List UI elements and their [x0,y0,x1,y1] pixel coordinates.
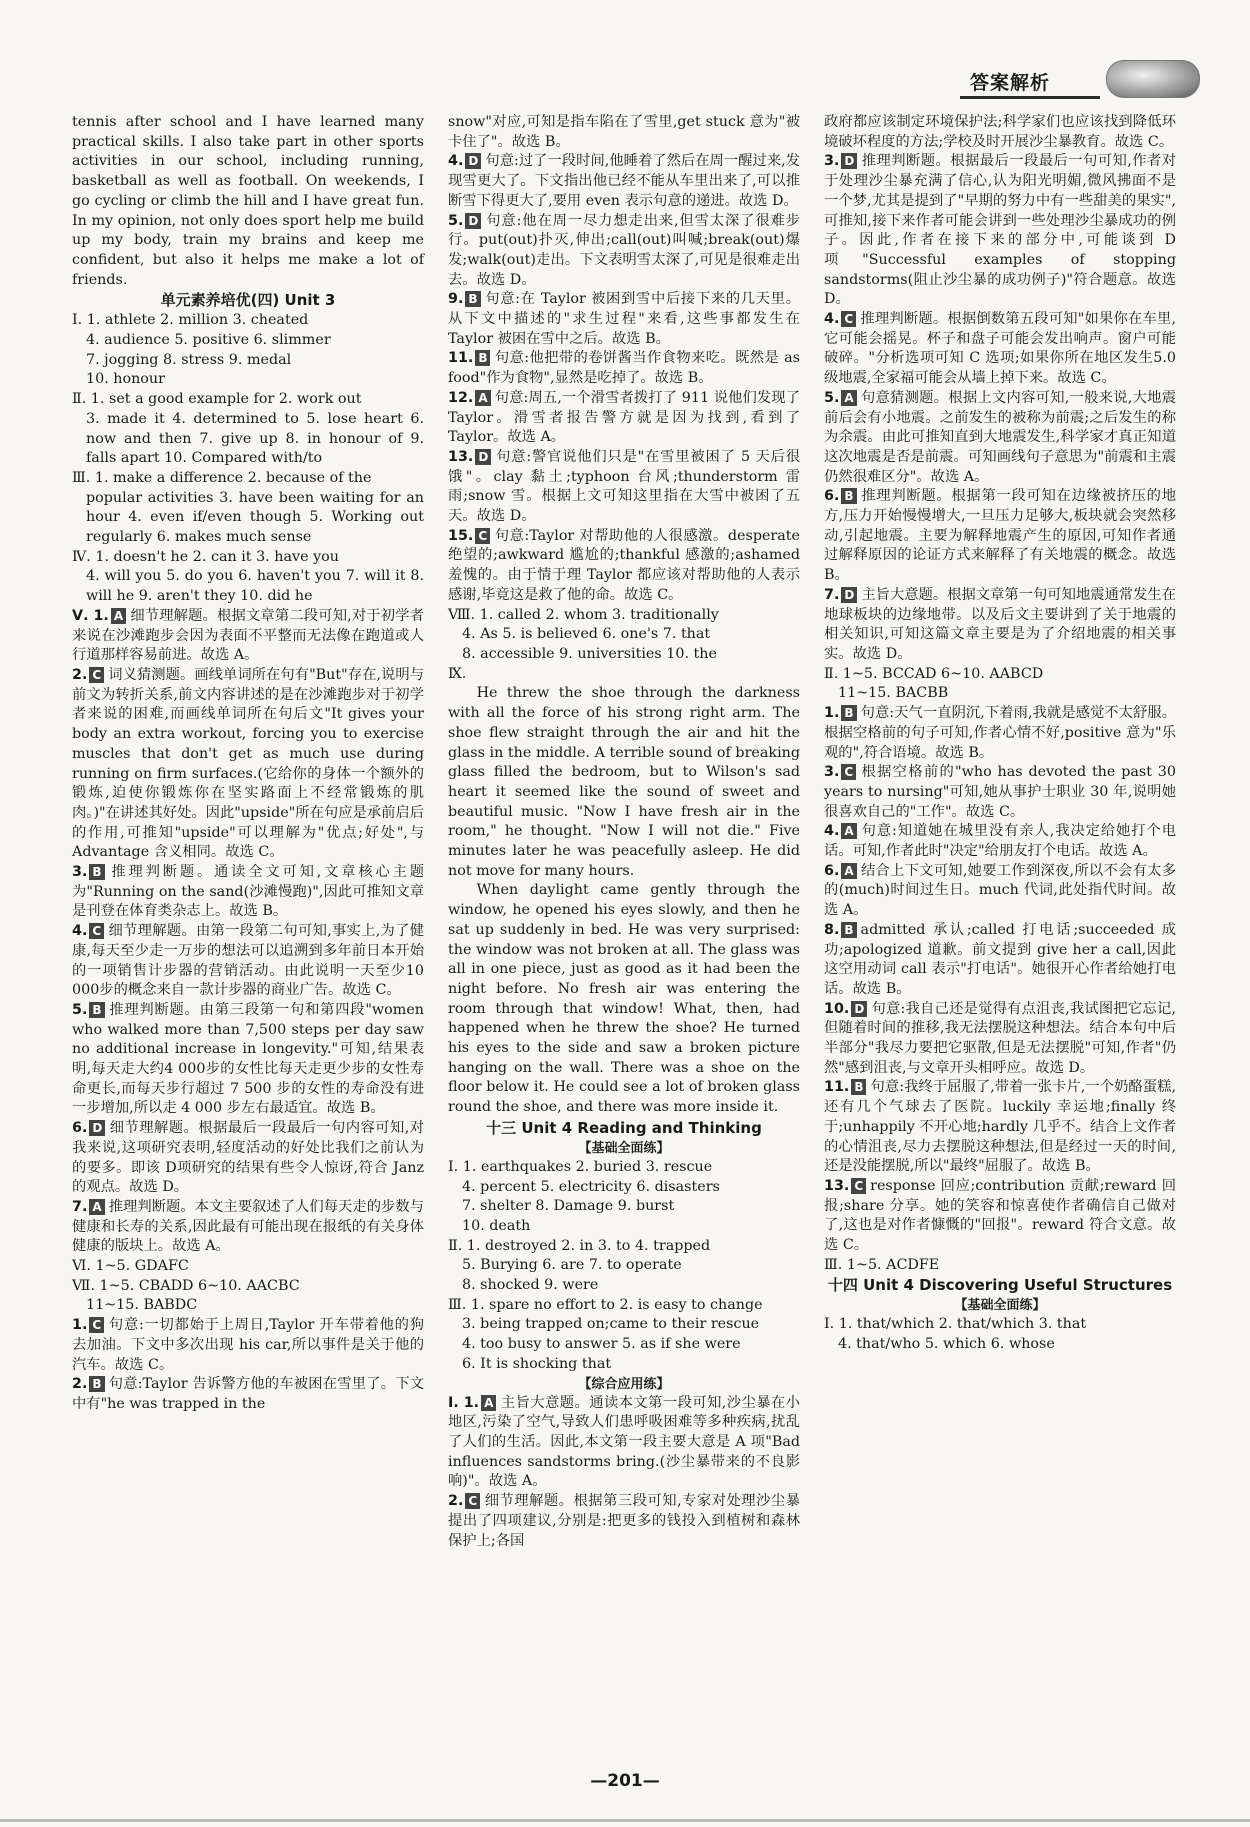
answer-explanation: 细节理解题。由第一段第二句可知,事实上,为了健康,每天至少走一万步的想法可以追溯到多年前日本开始的一项销售计步器的营销活动。由此说明一天至少10 000步的概念来自一款计步器的商业广告。故选 C。 [72,923,424,999]
answer-badge: A [481,1395,496,1411]
answer-line: 政府都应该制定环境保护法;科学家们也应该找到降低环境破坏程度的方法;学校及时开展沙尘暴教育。故选 C。 [824,114,1176,150]
answer-explanation: 句意:一切都始于上周日,Taylor 开车带着他的狗去加油。下文中多次出现 his car,所以事件是关于他的汽车。故选 C。 [72,1317,424,1373]
answer-item [72,922,424,1001]
answer-badge: A [841,863,856,879]
answer-item [824,921,1176,1000]
answer-line: Ⅲ. 1. spare no effort to 2. is easy to change [448,1296,763,1313]
answer-item [448,152,800,211]
answer-line: Ⅰ. 1. athlete 2. million 3. cheated [72,312,309,329]
answer-line: 4. that/who 5. which 6. whose [838,1336,1055,1353]
answer-explanation: 句意:他在周一尽力想走出来,但雪太深了很难步行。put(out)扑灭,伸出;call(out)叫喊;break(out)爆发;walk(out)走出。下文表明雪太深了,可见是很难走出去。故选 D。 [448,212,800,288]
header-rule [960,96,1100,99]
answer-badge: B [841,705,856,721]
question-number: Ⅰ. 1. [448,1394,480,1411]
answer-badge: C [89,923,104,939]
question-number: 15. [448,527,474,544]
answer-badge: B [89,1376,104,1392]
question-number: 4. [824,311,840,328]
question-number: 5. [824,389,840,406]
answer-explanation: 根据空格前的"who has devoted the past 30 years to nursing"可知,她从事护士职业 30 年,说明她很喜欢自己的"工作"。故选 C。 [824,764,1176,820]
answer-line: Ⅰ. 1. that/which 2. that/which 3. that [824,1316,1087,1333]
answer-item [824,822,1176,861]
answer-explanation: 细节理解题。根据文章第二段可知,对于初学者来说在沙滩跑步会因为表面不平整而无法像在跑道或人行道那样容易前进。故选 A。 [72,607,424,664]
answer-line: snow"对应,可知是指车陷在了雪里,get stuck 意为"被卡住了"。故选 B。 [448,114,800,150]
question-number: 13. [824,1177,850,1194]
question-number: 1. [72,1317,88,1334]
column-right [824,113,1176,1355]
answer-explanation: 推理判断题。根据第一段可知在边缘被挤压的地方,压力开始慢慢增大,一旦压力足够大,板块就会突然移动,引起地震。主要为解释地震产生的原因,可知作者通过解释原因的论证方式来解释了有关地震的概念。故选 B。 [824,488,1176,584]
answer-item [824,389,1176,488]
question-number: 2. [448,1493,464,1510]
answer-line: 5. Burying 6. are 7. to operate [462,1257,682,1274]
publisher-logo-icon [1106,60,1200,98]
question-number: 2. [72,1376,88,1393]
answer-line: Ⅱ. 1~5. BCCAD 6~10. AABCD [824,665,1044,682]
answer-item [448,1394,800,1493]
passage-paragraph: He threw the shoe through the darkness with all the force of his strong right arm. The shoe flew straight through the air and hit the glass in the middle. A terrible sound of breaking glass filled the bedroom, but to Wilson's sad heart it seemed like the sound of sweet and beautiful music. "Now I have fresh air in the room," he thought. "Now I will not die." Five minutes later he was peacefully asleep. He did not move for many hours. [448,685,800,879]
answer-line: 4. will you 5. do you 6. haven't you 7. will it 8. will he 9. aren't they 10. did he [86,568,424,605]
answer-badge: B [841,922,856,938]
answer-line: popular activities 3. have been waiting for an hour 4. even if/even though 5. Working out regularly 6. makes much sense [86,489,424,546]
answer-explanation: 句意:过了一段时间,他睡着了然后在周一醒过来,发现雪更大了。下文指出他已经不能从车里出来了,可以推断雪下得更大了,要用 even 表示句意的递进。故选 D。 [448,153,800,209]
question-number: 4. [824,823,840,840]
question-number: 6. [824,488,840,505]
answer-line: 11~15. BABDC [86,1297,198,1314]
answer-badge: B [89,864,104,880]
answer-line: Ⅵ. 1~5. GDAFC [72,1258,189,1275]
answer-item [72,666,424,863]
question-number: 13. [448,448,474,465]
answer-line: 7. jogging 8. stress 9. medal [86,351,292,368]
answer-line: 3. being trapped on;came to their rescue [462,1316,760,1333]
answer-badge: C [89,1317,104,1333]
passage-paragraph: When daylight came gently through the window, he opened his eyes slowly, and then he sat up suddenly in bed. He was very surprised: the window was not broken at all. The glass was all in one piece, just as good as it had been the night before. No fresh air was entering the room through that window! What, then, had happened when he threw the shoe? He turned his eyes to the side and saw a broken picture hanging on the wall. There was a shoe on the floor below it. He could see a lot of broken glass round the shoe, and there was more inside it. [448,882,800,1116]
answer-explanation: 句意:他把带的卷饼酱当作食物来吃。既然是 as food"作为食物",显然是吃掉了。故选 B。 [448,350,800,387]
answer-line: 10. honour [86,371,165,388]
answer-line: 4. As 5. is believed 6. one's 7. that [462,626,711,643]
answer-badge: D [465,153,481,169]
column-middle [448,113,800,1551]
answer-item [72,607,424,666]
answer-item [72,1198,424,1257]
answer-badge: C [851,1178,866,1194]
answer-item [824,586,1176,665]
answer-line: Ⅷ. 1. called 2. whom 3. traditionally [448,606,719,623]
answer-item [824,704,1176,763]
answer-line: tennis after school and I have learned many practical skills. I also take part in other sports activities in our school, including running, basketball as well as football. On weekends, I go cycling or climb the hill and I have great fun. In my opinion, not only does sport help me build up my body, train my brains and keep me confident, but also it helps me make a lot of friends. [72,114,424,288]
answer-line: 4. percent 5. electricity 6. disasters [462,1178,720,1195]
answer-explanation: 词义猜测题。画线单词所在句有"But"存在,说明与前文为转折关系,前文内容讲述的是在沙滩跑步对于初学者来说的困难,而画线单词所在句后文"It gives your body an extra workout, forcing you to exercise muscles that don't get as much use during running on firm surfaces.(它给你的身体一个额外的锻炼,迫使你锻炼你在坚实路面上不经常锻炼的肌肉。)"在讲述其好处。因此"upside"所在句应是承前启后的作用,可推知"upside"可以理解为"优点;好处",与 Advantage 含义相同。故选 C。 [72,666,424,861]
answer-line: 7. shelter 8. Damage 9. burst [462,1198,675,1215]
answer-badge: D [89,1120,105,1136]
answer-item [72,1001,424,1119]
answer-item [448,290,800,349]
question-number: 3. [824,153,840,170]
answer-badge: B [841,488,856,504]
section-heading: 十四 Unit 4 Discovering Useful Structures [827,1276,1173,1295]
answer-explanation: 细节理解题。根据最后一段最后一句内容可知,对我来说,这项研究表明,轻度活动的好处比我们之前认为的要多。即该 D项研究的结果有些令人惊讶,符合 Janz 的观点。故选 D。 [72,1120,424,1196]
answer-item [448,1492,800,1551]
answer-line: Ⅱ. 1. set a good example for 2. work out [72,391,362,408]
question-number: 7. [72,1198,88,1215]
answer-item [448,212,800,291]
question-number: 12. [448,389,474,406]
answer-line: 4. too busy to answer 5. as if she were [462,1336,741,1353]
answer-item [824,310,1176,389]
answer-badge: C [841,311,856,327]
answer-badge: D [475,449,491,465]
question-number: 3. [824,764,840,781]
answer-explanation: 句意:在 Taylor 被困到雪中后接下来的几天里。从下文中描述的"求生过程"来看,这些事都发生在 Taylor 被困在雪中之后。故选 B。 [448,291,800,347]
answer-badge: A [111,608,126,624]
page-number: —201— [590,1771,660,1791]
answer-explanation: 句意:我终于屈服了,带着一张卡片,一个奶酪蛋糕,还有几个气球去了医院。luckily 幸运地;finally 终于;unhappily 不开心地;hardly 几乎不。结合上文作者的心情沮丧,尽力去摆脱这种想法,但是经过一天的时间,还是没能摆脱,所以"最终"屈服了。故选 B。 [824,1079,1176,1175]
subsection-heading: 【综合应用练】 [578,1376,670,1392]
question-number: 9. [448,291,464,308]
answer-line: 11~15. BACBB [838,685,949,702]
answer-badge: A [475,390,490,406]
answer-badge: D [465,213,481,229]
question-number: 3. [72,864,88,881]
answer-badge: B [465,291,480,307]
question-number: 4. [448,153,464,170]
answer-item [72,1316,424,1375]
answer-badge: A [89,1199,104,1215]
answer-explanation: 句意:天气一直阴沉,下着雨,我就是感觉不太舒服。根据空格前的句子可知,作者心情不好,positive 意为"乐观的",符合语境。故选 B。 [824,705,1176,761]
answer-explanation: 句意:我自己还是觉得有点沮丧,我试图把它忘记,但随着时间的推移,我无法摆脱这种想法。结合本句中后半部分"我尽力要把它驱散,但是无法摆脱"可知,作者"仍然"感到沮丧,与文章开头相呼应。故选 D。 [824,1000,1176,1076]
answer-explanation: 推理判断题。根据倒数第五段可知"如果你在车里,它可能会摇晃。杯子和盘子可能会发出响声。窗户可能破碎。"分析选项可知 C 选项;如果你所在地区发生5.0级地震,全家福可能会从墙上掉下来。故选 C。 [824,311,1176,387]
question-number: 11. [824,1079,850,1096]
answer-badge: B [851,1079,866,1095]
answer-item [824,152,1176,310]
answer-explanation: 细节理解题。根据第三段可知,专家对处理沙尘暴提出了四项建议,分别是:把更多的钱投入到植树和森林保护上;各国 [448,1493,800,1549]
answer-explanation: 主旨大意题。通读本文第一段可知,沙尘暴在小地区,污染了空气,导致人们患呼吸困难等多种疾病,扰乱了人们的生活。因此,本文第一段主要大意是 A 项"Bad influences sandstorms bring.(沙尘暴带来的不良影响)"。故选 A。 [448,1394,800,1490]
question-number: 1. [824,705,840,722]
answer-badge: B [475,350,490,366]
answer-badge: B [89,1002,104,1018]
answer-item [824,1078,1176,1177]
answer-badge: D [841,587,857,603]
answer-badge: C [465,1493,480,1509]
answer-item [824,862,1176,921]
question-number: 11. [448,350,474,367]
answer-item [824,1177,1176,1256]
answer-line: Ⅲ. 1~5. ACDFE [824,1256,940,1273]
answer-explanation: 推理判断题。由第三段第一句和第四段"women who walked more than 7,500 steps per day saw no additional increase in longevity."可知,结果表明,每天走大约4 000步的女性比每天走更少步的女性寿命更长,而每天步行超过 7 500 步的女性的寿命没有进一步增加,所以走 4 000 步左右最适宜。故选 B。 [72,1001,424,1117]
answer-item [72,863,424,922]
answer-explanation: 结合上下文可知,她要工作到深夜,所以不会有太多的(much)时间过生日。much 代词,此处指代时间。故选 A。 [824,862,1176,919]
answer-line: 4. audience 5. positive 6. slimmer [86,332,331,349]
question-number: 7. [824,586,840,603]
page-header [930,60,1200,100]
answer-badge: C [89,667,104,683]
answer-line: 6. It is shocking that [462,1355,612,1372]
answer-item [72,1375,424,1414]
question-number: 5. [448,212,464,229]
answer-line: Ⅳ. 1. doesn't he 2. can it 3. have you [72,548,339,565]
question-number: 5. [72,1001,88,1018]
question-number: 2. [72,666,88,683]
question-number: 6. [824,862,840,879]
answer-badge: A [841,823,856,839]
question-number: 6. [72,1120,88,1137]
header-title: 答案解析 [970,72,1051,94]
answer-badge: C [475,528,490,544]
answer-explanation: 推理判断题。根据最后一段最后一句可知,作者对于处理沙尘暴充满了信心,认为阳光明媚,微风拂面不是一个梦,尤其是提到了"早期的努力中有一些甜美的果实",可推知,接下来作者可能会讲到一些处理沙尘暴成功的例子。因此,作者在接下来的部分中,可能谈到 D 项"Successful examples of stopping sandstorms(阻止沙尘暴的成功例子)"符合题意。故选 D。 [824,153,1176,308]
answer-line: 3. made it 4. determined to 5. lose heart 6. now and then 7. give up 8. in honour of 9. falls apart 10. Compared with/to [86,410,424,467]
question-number: Ⅴ. 1. [72,607,109,624]
column-left [72,113,424,1415]
answer-item [824,1000,1176,1079]
answer-item [448,349,800,388]
answer-line: Ⅸ. [448,665,467,682]
section-heading: 单元素养培优(四) Unit 3 [160,291,336,310]
answer-explanation: admitted 承认;called 打电话;succeeded 成功;apologized 道歉。前文提到 give her a call,因此这空用动词 call 表示"打电话"。她很开心作者给她打电话。故选 B。 [824,921,1176,997]
answer-item [824,763,1176,822]
answer-line: 8. accessible 9. universities 10. the [462,645,717,662]
answer-explanation: 主旨大意题。根据文章第一句可知地震通常发生在地球板块的边缘地带。以及后文主要讲到了关于地震的相关知识,可知这篇文章主要是为了介绍地震的相关事实。故选 D。 [824,586,1176,662]
answer-line: 10. death [462,1217,531,1234]
answer-badge: C [841,764,856,780]
answer-explanation: 句意猜测题。根据上文内容可知,一般来说,大地震前后会有小地震。之前发生的被称为前震;之后发生的称为余震。由此可推知直到大地震发生,科学家才真正知道这次地震是否是前震。可知画线句子意思为"前震和主震仍然很难区分"。故选 A。 [824,389,1176,485]
answer-line: Ⅰ. 1. earthquakes 2. buried 3. rescue [448,1158,713,1175]
answer-badge: A [841,390,856,406]
answer-line: Ⅱ. 1. destroyed 2. in 3. to 4. trapped [448,1237,711,1254]
answer-explanation: 句意:Taylor 告诉警方他的车被困在雪里了。下文中有"he was trapped in the [72,1376,424,1412]
answer-explanation: 句意:知道她在城里没有亲人,我决定给她打个电话。可知,作者此时"决定"给朋友打个电话。故选 A。 [824,823,1176,860]
answer-item [448,448,800,527]
question-number: 4. [72,923,88,940]
answer-explanation: response 回应;contribution 贡献;reward 回报;share 分享。她的笑容和惊喜使作者确信自己做对了,这也是对作者慷慨的"回报"。reward 符合文意。故选 C。 [824,1177,1176,1254]
answer-item [72,1119,424,1198]
answer-explanation: 句意:周五,一个滑雪者拨打了 911 说他们发现了 Taylor。滑雪者报告警方就是因为找到,看到了 Taylor。故选 A。 [448,389,800,446]
answer-item [448,389,800,448]
answer-explanation: 推理判断题。本文主要叙述了人们每天走的步数与健康和长寿的关系,因此最有可能出现在报纸的有关身体健康的版块上。故选 A。 [72,1198,424,1255]
answer-item [448,527,800,606]
answer-badge: D [841,153,857,169]
subsection-heading: 【基础全面练】 [578,1140,670,1156]
footer-rule [0,1819,1250,1822]
subsection-heading: 【基础全面练】 [954,1298,1046,1314]
answer-explanation: 句意:警官说他们只是"在雪里被困了 5 天后很饿"。clay 黏土;typhoon 台风;thunderstorm 雷雨;snow 雪。根据上文可知这里指在大雪中被困了五天。故选 D。 [448,448,800,525]
answer-item [824,487,1176,586]
answer-line: 8. shocked 9. were [462,1277,599,1294]
answer-explanation: 推理判断题。通读全文可知,文章核心主题为"Running on the sand(沙滩慢跑)",因此可推知文章是刊登在体育类杂志上。故选 B。 [72,864,424,920]
question-number: 10. [824,1000,850,1017]
section-heading: 十三 Unit 4 Reading and Thinking [486,1118,762,1137]
answer-badge: D [851,1001,867,1017]
answer-explanation: 句意:Taylor 对帮助他的人很感激。desperate 绝望的;awkward 尴尬的;thankful 感激的;ashamed 羞愧的。由于情于理 Taylor 都应该对帮助他的人表示感谢,毕竟这是救了他的命。故选 C。 [448,527,800,603]
question-number: 8. [824,921,840,938]
answer-line: Ⅲ. 1. make a difference 2. because of the [72,469,372,486]
answer-line: Ⅶ. 1~5. CBADD 6~10. AACBC [72,1277,300,1294]
